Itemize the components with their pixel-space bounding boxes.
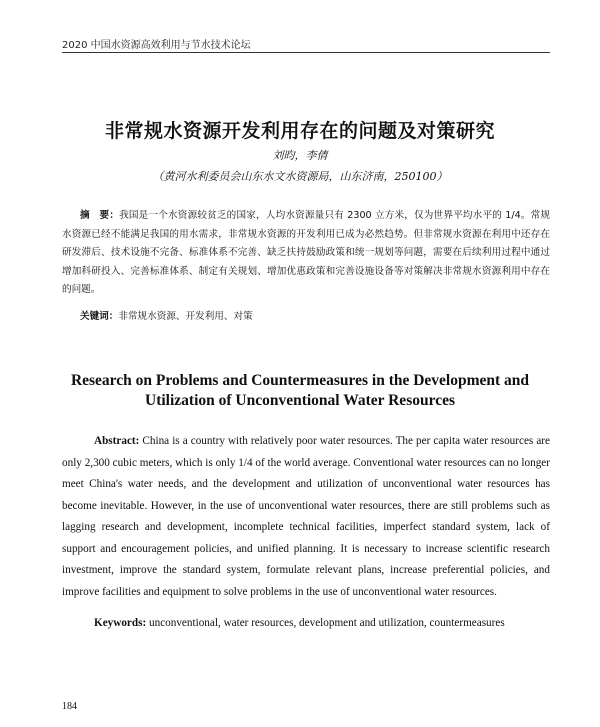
- chinese-keywords-label: 关键词：: [80, 311, 119, 322]
- chinese-keywords: [80, 308, 253, 322]
- english-title: Research on Problems and Countermeasures in the Development and Utilization of Unconventional Water Resources: [70, 372, 530, 409]
- running-header: 2020 中国水资源高效利用与节水技术论坛: [62, 40, 251, 51]
- english-abstract: [62, 431, 550, 603]
- chinese-affiliation: （黄河水利委员会山东水文水资源局，山东济南，250100）: [152, 170, 448, 183]
- chinese-authors: 刘昀，李倩: [272, 149, 328, 162]
- chinese-abstract: [62, 207, 550, 300]
- english-keywords-text: unconventional, water resources, development and utilization, countermeasures: [149, 617, 505, 629]
- header-divider: [62, 52, 550, 53]
- english-abstract-label: Abstract:: [94, 435, 140, 447]
- english-keywords: [94, 617, 505, 629]
- page-number: 184: [62, 701, 77, 712]
- chinese-abstract-text: 我国是一个水资源较贫乏的国家，人均水资源量只有 2300 立方米，仅为世界平均水平的 1/4。常规水资源已经不能满足我国的用水需求，非常规水资源的开发利用已成为必然趋势。但非常规水资源在利用中还存在研发滞后、技术设施不完备、标准体系不完善、缺乏扶持鼓励政策和统一规划等问题，需要在后续利用过程中通过增加科研投入、完善标准体系、制定有关规划、增加优惠政策和完善设施设备等对策解决非常规水资源利用中存在的问题。: [62, 210, 551, 295]
- chinese-keywords-text: 非常规水资源、开发利用、对策: [118, 311, 253, 322]
- english-keywords-label: Keywords:: [94, 617, 147, 629]
- english-abstract-text: China is a country with relatively poor water resources. The per capita water resources are only 2,300 cubic meters, which is only 1/4 of the world average. Conventional water resources can no longer meet China's water needs, and the development and utilization of unconventional water resources has become inevitable. However, in the use of unconventional water resources, there are still problems such as lagging research and development, incomplete technical facilities, imperfect standard system, lack of support and encouragement policies, and unified planning. It is necessary to increase scientific research investment, improve the standard system, formulate relevant plans, increase preferential policies, and improve facilities and equipment to solve problems in the use of unconventional water resources.: [62, 435, 550, 598]
- chinese-abstract-label: 摘 要：: [80, 210, 120, 221]
- chinese-title: 非常规水资源开发利用存在的问题及对策研究: [104, 120, 495, 142]
